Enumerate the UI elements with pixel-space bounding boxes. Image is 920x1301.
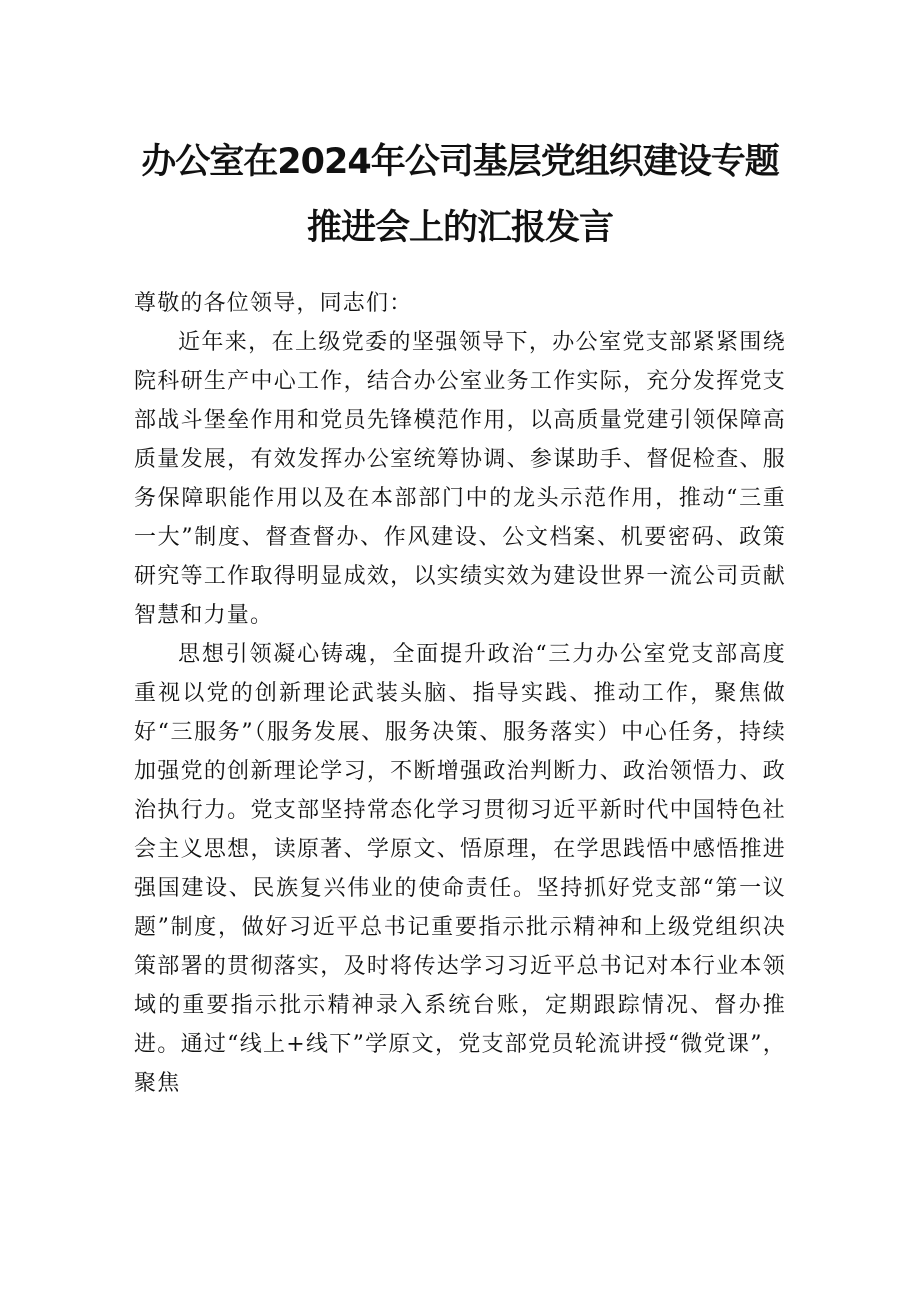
greeting: 尊敬的各位领导，同志们： bbox=[134, 291, 413, 316]
document-body bbox=[134, 284, 786, 1103]
document-title-line-2: 推进会上的汇报发言 bbox=[306, 208, 613, 248]
document-title-line-1: 办公室在2024年公司基层党组织建设专题 bbox=[141, 142, 779, 182]
paragraph-1: 近年来，在上级党委的坚强领导下，办公室党支部紧紧围绕院科研生产中心工作，结合办公室业务工作实际，充分发挥党支部战斗堡垒作用和党员先锋模范作用，以高质量党建引领保障高质量发展，有效发挥办公室统筹协调、参谋助手、督促检查、服务保障职能作用以及在本部部门中的龙头示范作用，推动“三重一大”制度、督查督办、作风建设、公文档案、机要密码、政策研究等工作取得明显成效，以实绩实效为建设世界一流公司贡献智慧和力量。 bbox=[134, 330, 786, 628]
paragraph-2: 思想引领凝心铸魂，全面提升政治“三力办公室党支部高度重视以党的创新理论武装头脑、指导实践、推动工作，聚焦做好“三服务”（服务发展、服务决策、服务落实）中心任务，持续加强党的创新理论学习，不断增强政治判断力、政治领悟力、政治执行力。党支部坚持常态化学习贯彻习近平新时代中国特色社会主义思想，读原著、学原文、悟原理，在学思践悟中感悟推进强国建设、民族复兴伟业的使命责任。坚持抓好党支部“第一议题”制度，做好习近平总书记重要指示批示精神和上级党组织决策部署的贯彻落实，及时将传达学习习近平总书记对本行业本领域的重要指示批示精神录入系统台账，定期跟踪情况、督办推进。通过“线上+线下”学原文，党支部党员轮流讲授“微党课”，聚焦 bbox=[134, 642, 786, 1096]
